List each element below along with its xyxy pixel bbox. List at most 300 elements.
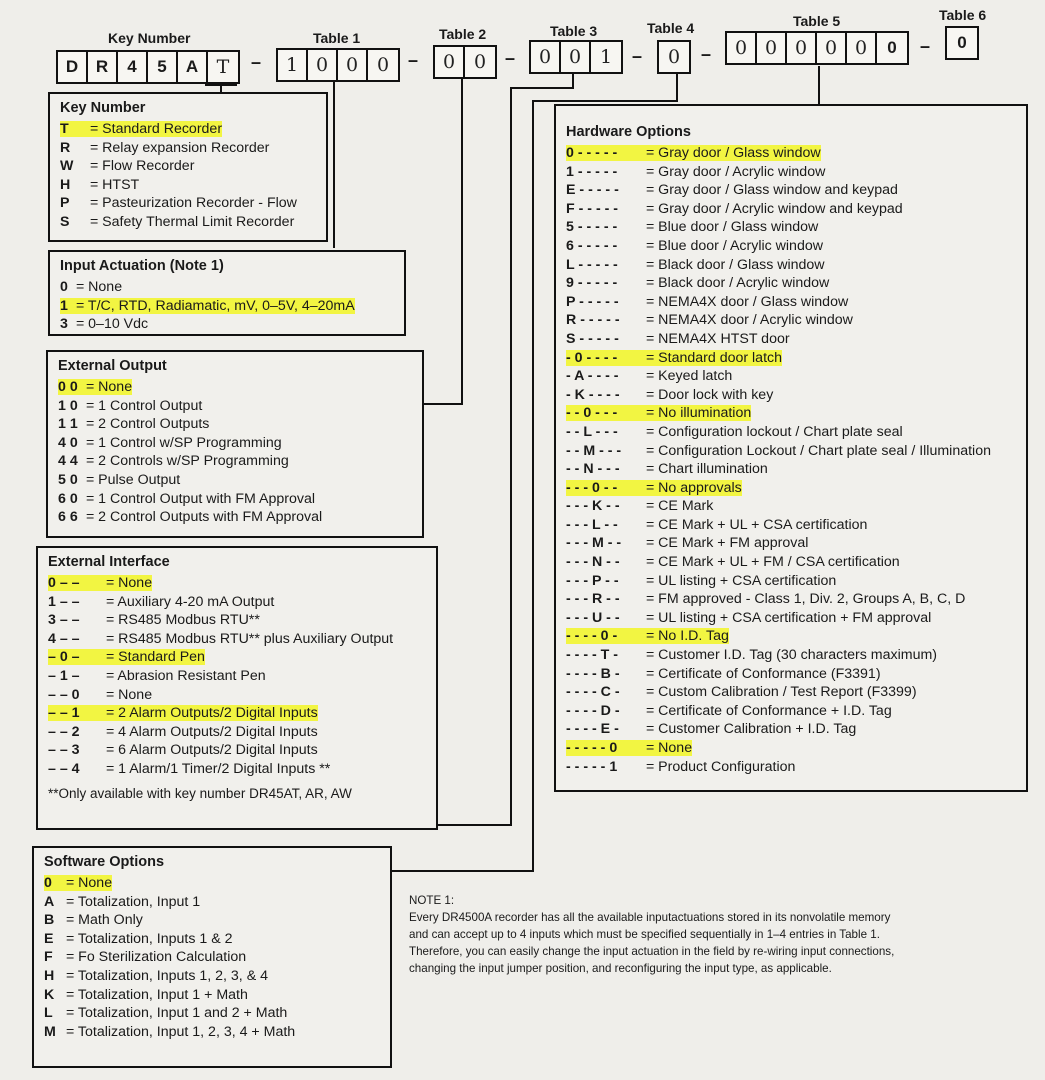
option-text: Safety Thermal Limit Recorder xyxy=(102,213,295,230)
table5-cells xyxy=(725,31,909,65)
key-cell: 5 xyxy=(148,52,178,82)
option-equals: = xyxy=(642,721,659,738)
highlighted-option xyxy=(58,379,132,395)
option-code: - - - K - - xyxy=(566,498,620,515)
option-equals: = xyxy=(642,442,659,459)
option-code: R - - - - - xyxy=(566,312,620,329)
table3-cell: 0 xyxy=(561,42,591,72)
option-equals: = xyxy=(642,349,659,366)
table4-cells xyxy=(657,40,691,74)
option-code: - - L - - - xyxy=(566,423,618,440)
option-code: T xyxy=(60,121,69,137)
key-cell: D xyxy=(58,52,88,82)
option-code: H xyxy=(44,967,55,984)
option-row xyxy=(566,293,1016,312)
option xyxy=(58,472,180,488)
option xyxy=(44,968,268,984)
key-number-box xyxy=(48,92,328,242)
table1-cell: 0 xyxy=(308,50,338,80)
option-text: Blue door / Acrylic window xyxy=(658,237,823,254)
option-row xyxy=(566,460,1016,479)
input-actuation-title: Input Actuation (Note 1) xyxy=(60,258,224,274)
option-text: Certificate of Conformance + I.D. Tag xyxy=(658,702,892,719)
option-equals: = xyxy=(642,498,659,515)
option-text: Standard Recorder xyxy=(102,121,223,137)
table5-cell: 0 xyxy=(817,33,847,63)
external-output-list xyxy=(58,378,412,527)
option-equals: = xyxy=(642,182,659,199)
option-equals: = xyxy=(642,293,659,310)
option xyxy=(566,461,768,477)
option-row xyxy=(60,278,394,297)
option-text: Door lock with key xyxy=(658,386,774,403)
table3-cell: 1 xyxy=(599,46,613,68)
option xyxy=(566,331,790,347)
option-code: M xyxy=(44,1023,56,1040)
option-equals: = xyxy=(102,575,119,591)
option xyxy=(48,631,393,647)
separator-dash: – xyxy=(701,44,712,64)
option-code: – – 2 xyxy=(48,723,80,740)
option-row xyxy=(566,218,1016,237)
option-equals: = xyxy=(102,667,118,684)
option-row xyxy=(60,120,316,139)
option xyxy=(60,279,122,295)
option-text: CE Mark + UL + FM / CSA certification xyxy=(658,554,900,571)
option-equals: = xyxy=(62,930,78,947)
option-text: Relay expansion Recorder xyxy=(102,139,270,156)
option-text: T/C, RTD, Radiamatic, mV, 0–5V, 4–20mA xyxy=(87,297,355,314)
option-code: P xyxy=(60,195,70,212)
option-text: NEMA4X door / Glass window xyxy=(658,293,849,310)
external-interface-title: External Interface xyxy=(48,554,170,570)
option-code: E - - - - - xyxy=(566,182,619,199)
option-row xyxy=(60,176,316,195)
option-text: Certificate of Conformance (F3391) xyxy=(658,665,881,682)
separator-dash: – xyxy=(251,52,262,72)
table1-cell: 0 xyxy=(338,50,368,80)
option-text: 1 Control w/SP Programming xyxy=(98,434,282,451)
option-equals: = xyxy=(642,145,659,161)
option xyxy=(566,387,773,403)
table5-cell: 0 xyxy=(787,33,817,63)
option-text: Standard Pen xyxy=(118,649,205,666)
option-code: - - - M - - xyxy=(566,535,622,552)
option-row xyxy=(44,1023,380,1042)
option xyxy=(566,312,853,328)
option-text: Totalization, Input 1 and 2 + Math xyxy=(77,1005,288,1022)
connector-line xyxy=(532,100,534,872)
option-row xyxy=(566,311,1016,330)
hardware-options-list xyxy=(566,144,1016,776)
connector-line xyxy=(333,80,335,248)
table2-cells xyxy=(433,45,497,79)
option xyxy=(60,177,139,193)
option-code: 4 4 xyxy=(58,453,78,470)
table5-header-label: Table 5 xyxy=(793,13,841,29)
option-equals: = xyxy=(82,397,99,414)
option xyxy=(566,703,892,719)
option-row xyxy=(566,609,1016,628)
option-row xyxy=(44,911,380,930)
option-code: 1 - - - - - xyxy=(566,163,618,180)
external-interface-footnote: **Only available with key number DR45AT, AR, AW xyxy=(48,785,352,801)
option-equals: = xyxy=(82,416,99,433)
option-text: Gray door / Glass window xyxy=(658,145,821,161)
option-equals: = xyxy=(82,453,99,470)
option-equals: = xyxy=(82,471,99,488)
option-text: Blue door / Glass window xyxy=(658,219,819,236)
option-code: - - - - 0 - xyxy=(566,628,618,645)
option-equals: = xyxy=(642,405,659,422)
option-row xyxy=(48,741,426,760)
option-equals: = xyxy=(82,379,99,395)
option-row xyxy=(58,471,412,490)
option-row xyxy=(566,200,1016,219)
option-equals: = xyxy=(642,219,659,236)
option-code: R xyxy=(60,139,71,156)
option-text: Pulse Output xyxy=(98,471,181,488)
option-equals: = xyxy=(82,509,99,526)
option-text: 2 Controls w/SP Programming xyxy=(98,453,289,470)
option-text: Custom Calibration / Test Report (F3399) xyxy=(658,684,917,701)
option-code: – 1 – xyxy=(48,667,80,684)
option-equals: = xyxy=(642,237,659,254)
option-row xyxy=(48,760,426,779)
option-code: 0 0 xyxy=(58,379,78,395)
option-code: - - - - - 0 xyxy=(566,740,618,756)
option-text: 1 Alarm/1 Timer/2 Digital Inputs ** xyxy=(118,760,331,777)
option-text: CE Mark + FM approval xyxy=(658,535,809,552)
option-row xyxy=(566,423,1016,442)
option-text: Totalization, Inputs 1, 2, 3, & 4 xyxy=(77,967,268,984)
option-code: 1 xyxy=(60,297,68,314)
option-text: Flow Recorder xyxy=(102,158,195,175)
option-equals: = xyxy=(62,986,78,1003)
option-row xyxy=(44,948,380,967)
option-code: P - - - - - xyxy=(566,293,619,310)
option-row xyxy=(60,157,316,176)
option-row xyxy=(566,404,1016,423)
option-code: 1 1 xyxy=(58,416,78,433)
option-code: - - - N - - xyxy=(566,554,620,571)
option-equals: = xyxy=(642,554,659,571)
option-text: UL listing + CSA certification + FM approval xyxy=(658,609,932,626)
option-row xyxy=(566,163,1016,182)
option-equals: = xyxy=(62,949,79,966)
option-code: 3 xyxy=(60,316,68,333)
highlighted-option xyxy=(566,350,782,366)
option-code: H xyxy=(60,176,71,193)
highlighted-option xyxy=(48,705,318,721)
option-code: - - N - - - xyxy=(566,461,620,478)
option-row xyxy=(566,386,1016,405)
connector-line xyxy=(532,100,678,102)
table5-cell: 0 xyxy=(887,38,897,57)
option-text: NEMA4X HTST door xyxy=(658,330,790,347)
option xyxy=(566,424,903,440)
option-equals: = xyxy=(642,628,659,645)
option-row xyxy=(566,256,1016,275)
option-code: 3 – – xyxy=(48,612,80,629)
option-code: 6 0 xyxy=(58,490,78,507)
key-cell-handwritten: T xyxy=(216,56,230,78)
key-cell: R xyxy=(88,52,118,82)
option xyxy=(48,687,152,703)
highlighted-option xyxy=(44,875,112,891)
table6-header-label: Table 6 xyxy=(939,7,987,23)
option-text: Fo Sterilization Calculation xyxy=(78,949,247,966)
option-code: 6 6 xyxy=(58,509,78,526)
option-equals: = xyxy=(642,386,659,403)
option-row xyxy=(44,967,380,986)
connector-line xyxy=(510,87,512,825)
option-text: None xyxy=(98,379,133,395)
option xyxy=(58,398,202,414)
highlighted-option xyxy=(60,121,222,137)
option-equals: = xyxy=(102,649,119,666)
option-equals: = xyxy=(86,176,103,193)
option-code: 0 xyxy=(44,875,52,891)
option-row xyxy=(48,648,426,667)
option-equals: = xyxy=(62,1023,78,1040)
option-equals: = xyxy=(102,742,119,759)
separator-dash: – xyxy=(408,50,419,70)
option-text: Black door / Glass window xyxy=(658,256,825,273)
connector-line xyxy=(572,72,574,88)
option-row xyxy=(48,593,426,612)
option-row xyxy=(48,611,426,630)
option-equals: = xyxy=(642,461,659,478)
option-row xyxy=(566,758,1016,777)
option-text: Gray door / Acrylic window and keypad xyxy=(658,200,903,217)
option-equals: = xyxy=(642,256,659,273)
option-row xyxy=(44,893,380,912)
option xyxy=(48,761,330,777)
option-text: FM approved - Class 1, Div. 2, Groups A, B, C, D xyxy=(658,591,966,608)
option-text: 1 Control Output xyxy=(98,397,203,414)
option-text: Chart illumination xyxy=(658,461,768,478)
option-row xyxy=(48,630,426,649)
option-code: - 0 - - - - xyxy=(566,349,618,366)
option-row xyxy=(566,702,1016,721)
highlighted-option xyxy=(60,298,355,314)
option-equals: = xyxy=(642,479,659,496)
option-row xyxy=(48,723,426,742)
option xyxy=(60,158,194,174)
option-equals: = xyxy=(62,967,78,984)
note-line: changing the input jumper position, and reconfiguring the input type, as applicable. xyxy=(409,962,832,975)
highlighted-option xyxy=(566,405,751,421)
option-text: 2 Control Outputs with FM Approval xyxy=(98,509,323,526)
key-cell: A xyxy=(178,52,208,82)
option-row xyxy=(566,442,1016,461)
option-row xyxy=(58,397,412,416)
note-title: NOTE 1: xyxy=(409,894,455,907)
option xyxy=(60,214,294,230)
option-text: HTST xyxy=(102,176,140,193)
option-equals: = xyxy=(642,163,659,180)
option xyxy=(58,416,209,432)
separator-dash: – xyxy=(920,36,931,56)
option-row xyxy=(566,330,1016,349)
option-text: None xyxy=(88,279,123,295)
option-row xyxy=(48,667,426,686)
option-text: Pasteurization Recorder - Flow xyxy=(102,195,297,212)
option-row xyxy=(566,516,1016,535)
option-text: No I.D. Tag xyxy=(658,628,729,645)
option-equals: = xyxy=(102,612,119,629)
connector-line xyxy=(461,77,463,405)
option xyxy=(566,759,795,775)
option-equals: = xyxy=(642,516,659,533)
option-text: CE Mark xyxy=(658,498,714,515)
connector-line xyxy=(676,72,678,102)
option-code: 5 - - - - - xyxy=(566,219,618,236)
option-code: - - - - E - xyxy=(566,721,619,738)
option xyxy=(48,724,318,740)
option xyxy=(48,668,266,684)
option-row xyxy=(58,490,412,509)
option-code: S - - - - - xyxy=(566,330,619,347)
connector-line xyxy=(293,80,373,82)
option-code: – 0 – xyxy=(48,649,80,666)
table2-cell: 0 xyxy=(473,51,487,73)
input-actuation-box xyxy=(48,250,406,336)
option-equals: = xyxy=(642,665,659,682)
option-text: Totalization, Input 1 xyxy=(77,893,201,910)
option-equals: = xyxy=(642,684,659,701)
option-row xyxy=(58,415,412,434)
option-text: Auxiliary 4-20 mA Output xyxy=(117,593,275,610)
option xyxy=(48,594,274,610)
option-equals: = xyxy=(102,686,119,703)
option xyxy=(566,164,825,180)
connector-line xyxy=(510,87,574,89)
option-code: - - - P - - xyxy=(566,572,619,589)
option xyxy=(566,647,937,663)
option-text: UL listing + CSA certification xyxy=(658,572,837,589)
option-code: 1 – – xyxy=(48,593,80,610)
option xyxy=(58,509,322,525)
option-row xyxy=(566,553,1016,572)
option-text: No illumination xyxy=(658,405,752,422)
option-row xyxy=(44,930,380,949)
option-row xyxy=(58,378,412,397)
option-equals: = xyxy=(86,158,103,175)
table5-cell: 0 xyxy=(727,33,757,63)
option-text: NEMA4X door / Acrylic window xyxy=(658,312,853,329)
option-code: L - - - - - xyxy=(566,256,618,273)
option-code: F xyxy=(44,949,53,966)
option xyxy=(58,491,315,507)
table5-cell: 0 xyxy=(757,33,787,63)
option-code: 5 0 xyxy=(58,471,78,488)
option-code: E xyxy=(44,930,54,947)
option-text: None xyxy=(118,575,153,591)
option-equals: = xyxy=(62,1005,78,1022)
option-equals: = xyxy=(642,275,659,292)
option-row xyxy=(566,181,1016,200)
option-equals: = xyxy=(642,609,659,626)
table1-cell: 1 xyxy=(278,50,308,80)
option-equals: = xyxy=(642,368,659,385)
key-number-cells xyxy=(56,50,240,84)
option-text: RS485 Modbus RTU** plus Auxiliary Output xyxy=(118,630,394,647)
option-text: RS485 Modbus RTU** xyxy=(118,612,260,629)
option-code: - - - U - - xyxy=(566,609,620,626)
option xyxy=(44,987,248,1003)
option xyxy=(60,316,148,332)
option-row xyxy=(58,508,412,527)
connector-line xyxy=(205,84,237,86)
option-text: Totalization, Input 1, 2, 3, 4 + Math xyxy=(77,1023,296,1040)
option-row xyxy=(60,213,316,232)
option-code: - - 0 - - - xyxy=(566,405,618,422)
software-options-list xyxy=(44,874,380,1041)
option-equals: = xyxy=(82,490,99,507)
option xyxy=(566,294,848,310)
option-equals: = xyxy=(82,434,99,451)
option-row xyxy=(48,574,426,593)
option-code: - - - R - - xyxy=(566,591,620,608)
option xyxy=(566,498,713,514)
separator-dash: – xyxy=(632,46,643,66)
option-text: 6 Alarm Outputs/2 Digital Inputs xyxy=(118,742,318,759)
option xyxy=(566,684,917,700)
table1-header-label: Table 1 xyxy=(313,30,361,46)
option-row xyxy=(566,349,1016,368)
option-code: 0 - - - - - xyxy=(566,145,618,161)
option-code: B xyxy=(44,912,55,929)
option xyxy=(44,1024,295,1040)
option-equals: = xyxy=(72,297,88,314)
option-text: 1 Control Output with FM Approval xyxy=(98,490,316,507)
option-equals: = xyxy=(102,593,118,610)
option-text: Keyed latch xyxy=(658,368,733,385)
option-code: 0 – – xyxy=(48,575,80,591)
option-row xyxy=(566,479,1016,498)
option xyxy=(48,742,318,758)
option-code: – – 3 xyxy=(48,742,80,759)
option xyxy=(566,257,825,273)
option-text: Product Configuration xyxy=(658,758,796,775)
option-row xyxy=(60,297,394,316)
option-code: – – 1 xyxy=(48,705,80,722)
option-row xyxy=(566,367,1016,386)
table4-header-label: Table 4 xyxy=(647,20,695,36)
option-code: - - - - - 1 xyxy=(566,758,618,775)
option-row xyxy=(566,572,1016,591)
option-text: 4 Alarm Outputs/2 Digital Inputs xyxy=(118,723,318,740)
option-code: 1 0 xyxy=(58,397,78,414)
option-equals: = xyxy=(102,630,119,647)
option-equals: = xyxy=(102,705,119,722)
option-row xyxy=(58,434,412,453)
option-code: 4 0 xyxy=(58,434,78,451)
option-text: CE Mark + UL + CSA certification xyxy=(658,516,868,533)
option xyxy=(566,573,836,589)
option-text: Math Only xyxy=(78,912,143,929)
option-text: 0–10 Vdc xyxy=(88,316,149,333)
option-code: 4 – – xyxy=(48,630,80,647)
option-code: - - M - - - xyxy=(566,442,622,459)
option-code: 9 - - - - - xyxy=(566,275,618,292)
option-equals: = xyxy=(642,312,659,329)
highlighted-option xyxy=(566,480,742,496)
option-row xyxy=(60,194,316,213)
table6-cell: 0 xyxy=(957,33,967,52)
